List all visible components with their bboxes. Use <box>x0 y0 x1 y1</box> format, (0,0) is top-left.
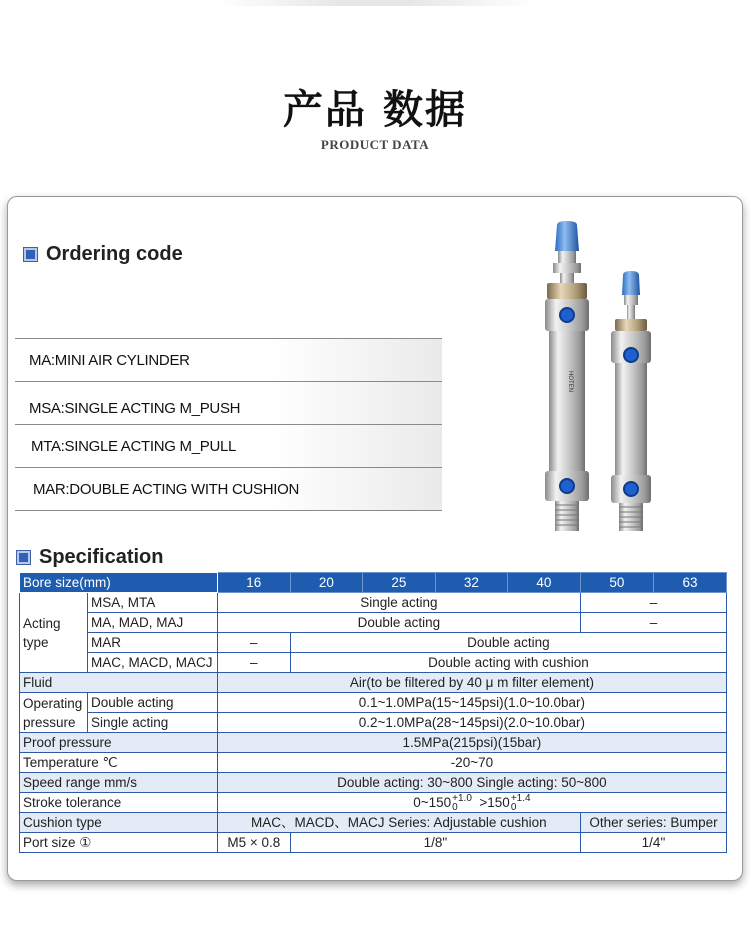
bore-63: 63 <box>653 573 726 593</box>
bore-20: 20 <box>290 573 362 593</box>
model-msa-mta: MSA, MTA <box>87 593 217 613</box>
acting-type-label: Acting type <box>20 593 88 673</box>
rod-cap-icon <box>555 221 579 251</box>
operating-pressure-label: Operating pressure <box>20 693 88 733</box>
table-row <box>20 713 727 733</box>
port-1-4: 1/4" <box>580 833 726 853</box>
table-row <box>20 693 727 713</box>
rod-cap-icon <box>622 271 640 295</box>
ordering-item-mta: MTA:SINGLE ACTING M_PULL <box>15 425 442 468</box>
ordering-code-list <box>15 338 442 511</box>
stroke-tolerance-value: 0~150+1.0 0 >150+1.4 0 <box>217 793 726 813</box>
bore-40: 40 <box>507 573 580 593</box>
mac-value: Double acting with cushion <box>290 653 726 673</box>
air-port-icon <box>560 308 574 322</box>
table-row <box>20 833 727 853</box>
cushion-type-other: Other series: Bumper <box>580 813 726 833</box>
port-1-8: 1/8" <box>290 833 580 853</box>
mac-dash: – <box>217 653 290 673</box>
air-port-icon <box>560 479 574 493</box>
mar-value: Double acting <box>290 633 726 653</box>
svg-text:HOTEN: HOTEN <box>567 371 573 392</box>
page-title-cn: 产品 数据 <box>283 87 467 133</box>
air-port-icon <box>624 482 638 496</box>
table-row <box>20 613 727 633</box>
table-row <box>20 813 727 833</box>
table-row <box>20 753 727 773</box>
product-cylinder-image <box>533 221 663 533</box>
ma-value: Double acting <box>217 613 580 633</box>
fluid-value: Air(to be filtered by 40 μ m filter element) <box>217 673 726 693</box>
bore-16: 16 <box>217 573 290 593</box>
msa-mta-value: Single acting <box>217 593 580 613</box>
op-single-label: Single acting <box>87 713 217 733</box>
op-single-value: 0.2~1.0MPa(28~145psi)(2.0~10.0bar) <box>217 713 726 733</box>
op-double-label: Double acting <box>87 693 217 713</box>
table-row <box>20 733 727 753</box>
op-double-value: 0.1~1.0MPa(15~145psi)(1.0~10.0bar) <box>217 693 726 713</box>
port-size-label: Port size ① <box>20 833 218 853</box>
cushion-type-value: MAC、MACD、MACJ Series: Adjustable cushion <box>217 813 580 833</box>
page-title-en: PRODUCT DATA <box>320 137 430 152</box>
bore-25: 25 <box>362 573 435 593</box>
proof-pressure-label: Proof pressure <box>20 733 218 753</box>
model-mac: MAC, MACD, MACJ <box>87 653 217 673</box>
cushion-type-label: Cushion type <box>20 813 218 833</box>
bullet-square-icon <box>24 248 37 261</box>
ordering-item-ma: MA:MINI AIR CYLINDER <box>15 338 442 382</box>
model-ma-mad-maj: MA, MAD, MAJ <box>87 613 217 633</box>
table-row <box>20 633 727 653</box>
speed-range-value: Double acting: 30~800 Single acting: 50~800 <box>217 773 726 793</box>
table-row <box>20 653 727 673</box>
specification-heading <box>17 546 163 569</box>
proof-pressure-value: 1.5MPa(215psi)(15bar) <box>217 733 726 753</box>
ordering-item-msa: MSA:SINGLE ACTING M_PUSH <box>15 382 442 425</box>
ordering-item-mar: MAR:DOUBLE ACTING WITH CUSHION <box>15 468 442 511</box>
bullet-square-icon <box>17 551 30 564</box>
specification-table <box>19 572 727 853</box>
table-row <box>20 593 727 613</box>
specification-title: Specification <box>39 546 164 568</box>
temperature-value: -20~70 <box>217 753 726 773</box>
bore-50: 50 <box>580 573 653 593</box>
bore-32: 32 <box>435 573 507 593</box>
table-row <box>20 793 727 813</box>
top-decoration-bar <box>215 0 535 6</box>
mar-dash: – <box>217 633 290 653</box>
model-mar: MAR <box>87 633 217 653</box>
stroke-tolerance-label: Stroke tolerance <box>20 793 218 813</box>
table-row <box>20 773 727 793</box>
temperature-label: Temperature ℃ <box>20 753 218 773</box>
ordering-code-heading <box>24 243 183 266</box>
speed-range-label: Speed range mm/s <box>20 773 218 793</box>
air-port-icon <box>624 348 638 362</box>
bore-size-label: Bore size(mm) <box>20 573 218 593</box>
ma-dash: – <box>580 613 726 633</box>
msa-mta-dash: – <box>580 593 726 613</box>
ordering-code-title: Ordering code <box>46 243 183 265</box>
port-m5: M5 × 0.8 <box>217 833 290 853</box>
fluid-label: Fluid <box>20 673 218 693</box>
table-row <box>20 673 727 693</box>
table-header-row <box>20 573 727 593</box>
